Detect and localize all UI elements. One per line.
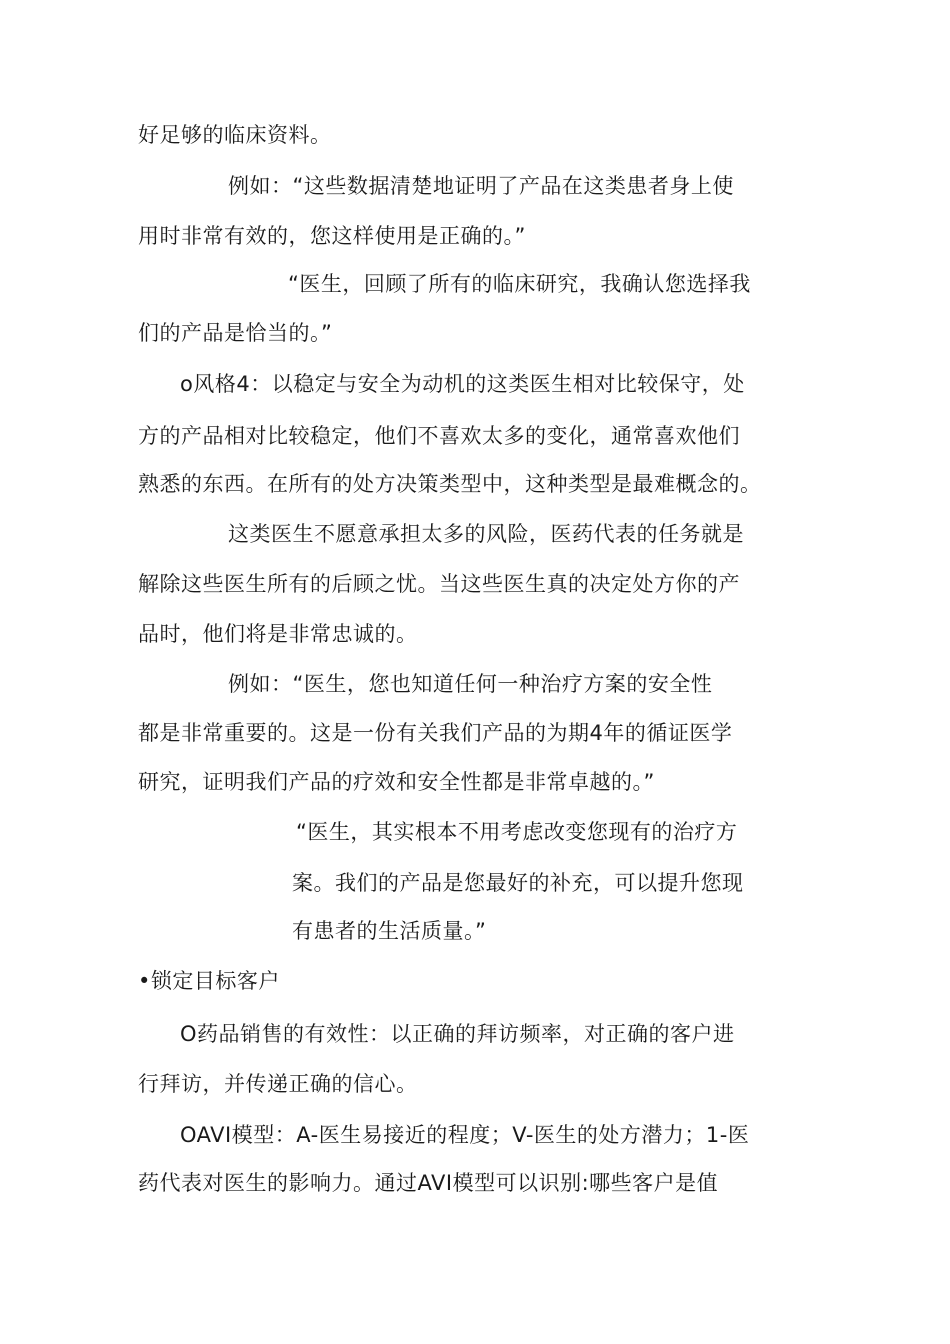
- text-line: 们的产品是恰当的。”: [138, 321, 333, 345]
- text-line: 有患者的生活质量。”: [292, 919, 487, 943]
- text-line: 这类医生不愿意承担太多的风险，医药代表的任务就是: [228, 522, 744, 546]
- text-line: 例如：“医生，您也知道任何一种治疗方案的安全性: [228, 672, 713, 696]
- text-line: 例如：“这些数据清楚地证明了产品在这类患者身上使: [228, 174, 734, 198]
- text-line: O药品销售的有效性：以正确的拜访频率，对正确的客户进: [180, 1022, 735, 1046]
- text-line: 案。我们的产品是您最好的补充，可以提升您现: [292, 871, 744, 895]
- text-line: 都是非常重要的。这是一份有关我们产品的为期4年的循证医学: [138, 721, 733, 745]
- text-line: 研究，证明我们产品的疗效和安全性都是非常卓越的。”: [138, 770, 655, 794]
- text-line: 药代表对医生的影响力。通过AVI模型可以识别:哪些客户是值: [138, 1171, 719, 1195]
- text-line: o风格4：以稳定与安全为动机的这类医生相对比较保守，处: [180, 372, 745, 396]
- text-line: 好足够的临床资料。: [138, 123, 332, 147]
- text-line: 品时，他们将是非常忠诚的。: [138, 622, 418, 646]
- text-line: 用时非常有效的，您这样使用是正确的。”: [138, 224, 526, 248]
- text-line: 解除这些医生所有的后顾之忧。当这些医生真的决定处方你的产: [138, 572, 740, 596]
- text-line: “医生，回顾了所有的临床研究，我确认您选择我: [288, 272, 751, 296]
- text-line: 行拜访，并传递正确的信心。: [138, 1072, 418, 1096]
- text-line: 方的产品相对比较稳定，他们不喜欢太多的变化，通常喜欢他们: [138, 424, 740, 448]
- text-line: “医生，其实根本不用考虑改变您现有的治疗方: [296, 820, 738, 844]
- text-line: OAVI模型：A-医生易接近的程度；V-医生的处方潜力；1-医: [180, 1123, 750, 1147]
- text-line: •锁定目标客户: [138, 969, 280, 993]
- text-line: 熟悉的东西。在所有的处方决策类型中，这种类型是最难概念的。: [138, 472, 762, 496]
